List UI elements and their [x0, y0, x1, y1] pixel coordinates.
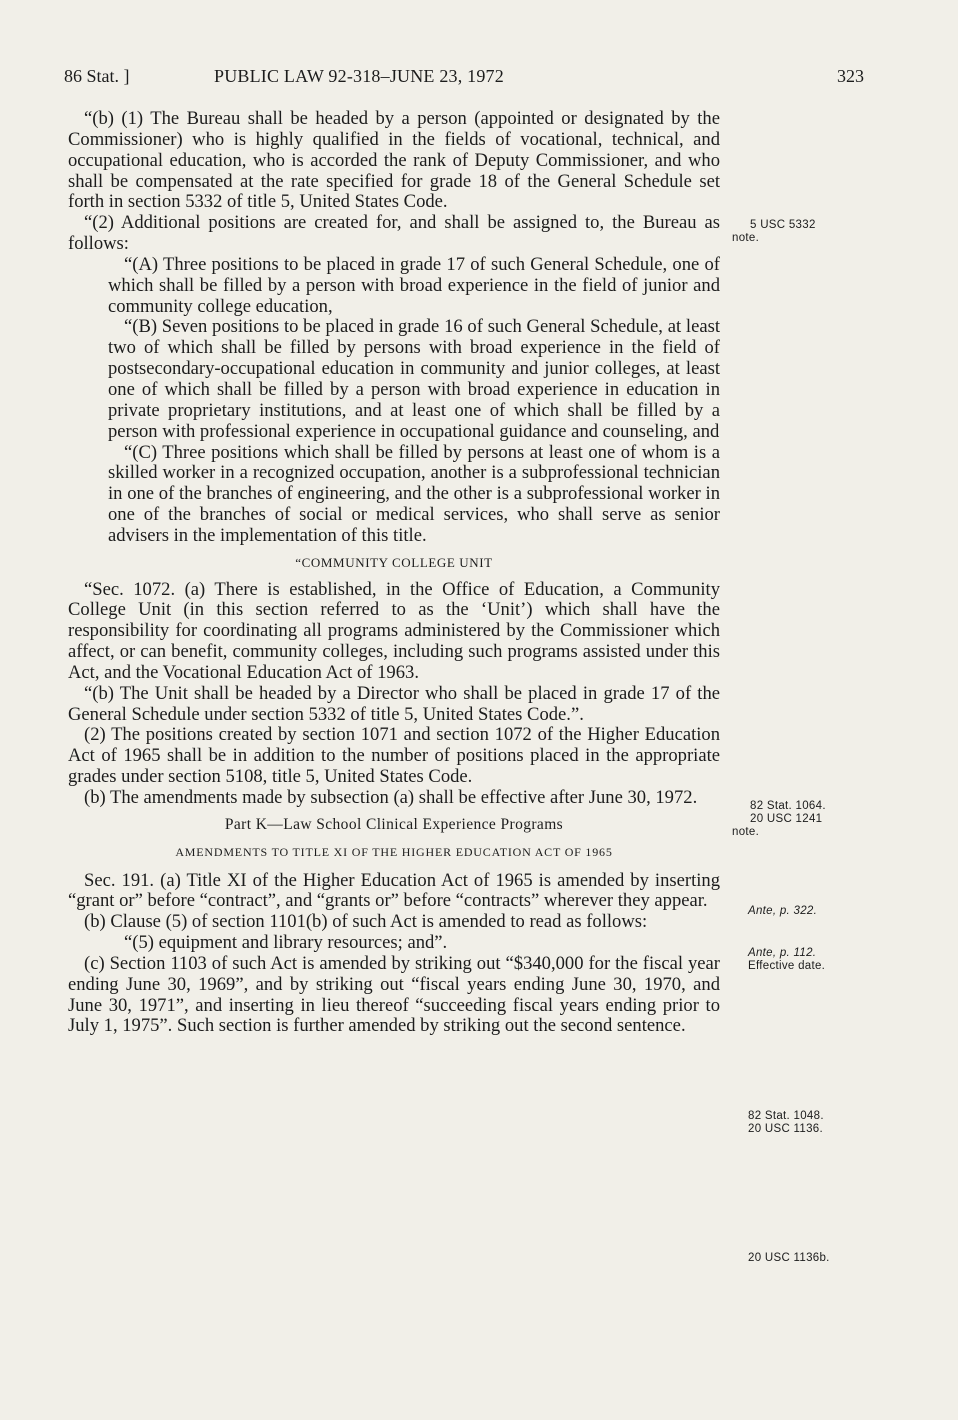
margin-note-5usc5332 [732, 219, 880, 245]
margin-note-line: note. [732, 232, 760, 244]
page-header [64, 66, 864, 92]
paragraph-c: “(C) Three positions which shall be filled by persons at least one of whom is a skilled worker in a recognized occupation, another is a subprofessional technician in one of the branches of engineering, and the other is a subprofessional worker in one of the branches of social or medical services, who shall serve as senior advisers in the implementation of this title. [108, 441, 720, 546]
margin-note-ante-322: Ante, p. 322. [748, 905, 818, 917]
paragraph-b1: “(b) (1) The Bureau shall be headed by a person (appointed or designated by the Commissioner) who is highly qualified in the fields of vocational, technical, and occupational education, who is accorded the rank of Deputy Commissioner, and who shall be compensated at the rate specified for grade 18 of the General Schedule set forth in section 5332 of title 5, United States Code. [68, 108, 720, 213]
part-k-heading: Part K—Law School Clinical Experience Programs [224, 815, 564, 833]
paragraph-effective: (b) The amendments made by subsection (a) shall be effective after June 30, 1972. [84, 787, 698, 808]
paragraph-sec-1072-b: “(b) The Unit shall be headed by a Director who shall be placed in grade 17 of the General Schedule under section 5332 of title 5, United States Code.”. [68, 682, 720, 725]
paragraph-sec-191-c: (c) Section 1103 of such Act is amended by striking out “$340,000 for the fiscal year ending June 30, 1969”, and by striking out “fiscal years ending June 30, 1970, and June 30, 1971”, and inserting in lieu thereof “succeeding fiscal years ending prior to July 1, 1975”. Such section is further amended by striking out the second sentence. [68, 952, 720, 1037]
margin-note-line: 20 USC 1136. [748, 1123, 823, 1135]
margin-note-line: 5 USC 5332 [750, 219, 816, 231]
stat-reference: 86 Stat. ] [64, 66, 130, 86]
margin-note-ante-112 [748, 947, 888, 973]
section-heading-community-college-unit: “COMMUNITY COLLEGE UNIT [295, 554, 493, 570]
paragraph-b2: “(2) Additional positions are created for, and shall be assigned to, the Bureau as follows: [68, 212, 720, 255]
paragraph-a: “(A) Three positions to be placed in grade 17 of such General Schedule, one of which shall be filled by a person with broad experience in the field of junior and community college education, [108, 253, 720, 317]
page-title: PUBLIC LAW 92-318–JUNE 23, 1972 [214, 66, 504, 86]
margin-note-82stat1048 [748, 1110, 888, 1136]
margin-note-line: 82 Stat. 1048. [748, 1110, 824, 1122]
margin-note-line: 82 Stat. 1064. [750, 800, 826, 812]
body-text [68, 109, 720, 1037]
margin-note-line: note. [732, 826, 760, 838]
paragraph-sec-191-a: Sec. 191. (a) Title XI of the Higher Education Act of 1965 is amended by inserting “grant or” before “contract”, and “grants or” before “contracts” wherever they appear. [68, 869, 720, 912]
paragraph-b: “(B) Seven positions to be placed in grade 16 of such General Schedule, at least two of which shall be filled by persons with broad experience in the field of postsecondary-occupational education in community and junior colleges, at least one of which shall be filled by a person with broad experience in education in private proprietary institutions, and at least one of which shall be filled by a person with professional experience in occupational guidance and counseling, and [108, 316, 720, 442]
margin-note-line: Ante, p. 112. [748, 947, 817, 959]
amendments-heading: AMENDMENTS TO TITLE XI OF THE HIGHER EDUCATION ACT OF 1965 [175, 844, 613, 859]
margin-note-line: Effective date. [748, 960, 826, 972]
paragraph-clause-5: “(5) equipment and library resources; and”. [124, 932, 448, 954]
page-number: 323 [837, 66, 864, 86]
margin-note-20usc1136b: 20 USC 1136b. [748, 1252, 830, 1264]
paragraph-positions: (2) The positions created by section 1071 and section 1072 of the Higher Education Act of 1965 shall be in addition to the number of positions placed in the appropriate grades under section 5108, title 5, United States Code. [68, 724, 720, 788]
margin-note-line: 20 USC 1241 [750, 813, 823, 825]
paragraph-sec-191-b: (b) Clause (5) of section 1101(b) of such Act is amended to read as follows: [84, 911, 648, 933]
paragraph-sec-1072-a: “Sec. 1072. (a) There is established, in the Office of Education, a Community College Unit (in this section referred to as the ‘Unit’) which shall have the responsibility for coordinating all programs administered by the Commissioner which affect, or can benefit, community colleges, including such programs assisted under this Act, and the Vocational Education Act of 1963. [68, 578, 720, 683]
margin-note-82stat1064 [732, 800, 880, 839]
